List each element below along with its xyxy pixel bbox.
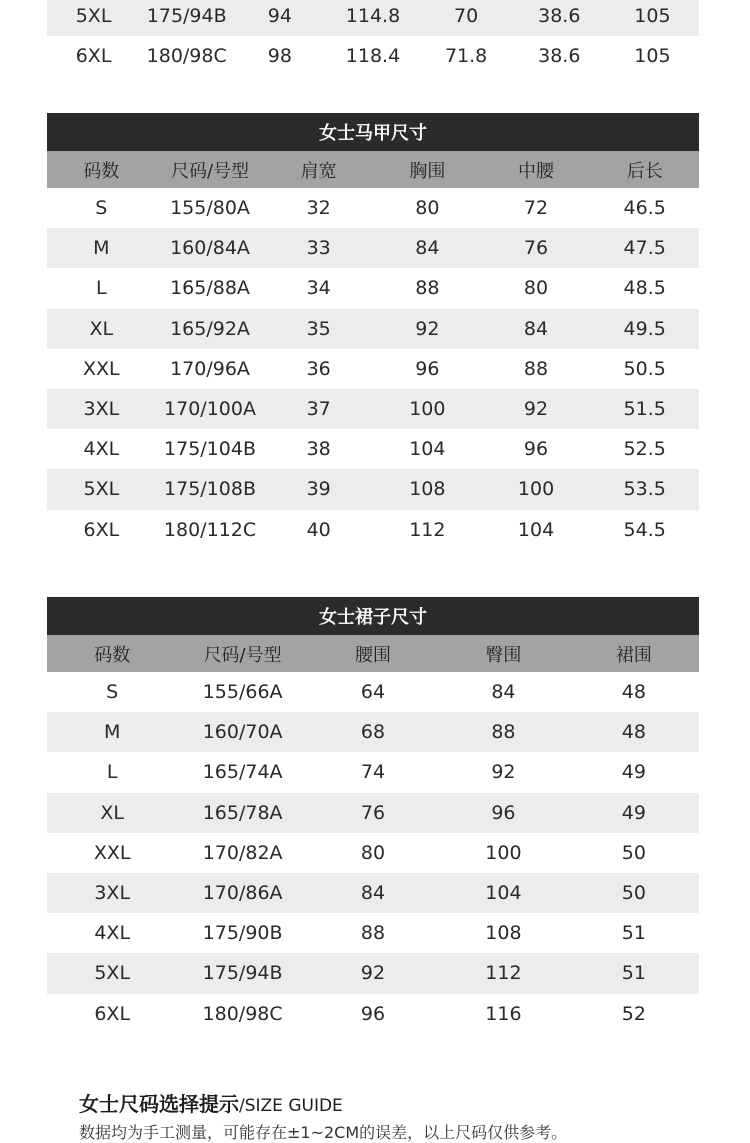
table-cell: L (106, 761, 118, 784)
table-cell: 118.4 (345, 45, 401, 68)
table-row (47, 994, 699, 1034)
table-cell: 165/74A (202, 761, 283, 784)
top-size-table-partial (47, 0, 699, 76)
table-cell: M (104, 721, 121, 744)
table-cell: XL (89, 317, 114, 340)
table-cell: 170/96A (170, 357, 250, 380)
table-cell: 72 (523, 197, 549, 220)
vest-table-body (47, 188, 699, 550)
size-guide-title-cn: 女士尺码选择提示 (79, 1092, 239, 1116)
table-cell: 160/84A (170, 237, 250, 260)
table-cell: 92 (491, 761, 516, 784)
table-cell: 155/80A (170, 197, 250, 220)
table-cell: 34 (306, 277, 331, 300)
table-cell: 51.5 (623, 398, 666, 421)
table-cell: 84 (523, 317, 549, 340)
table-cell: 36 (306, 357, 331, 380)
table-cell: 92 (415, 317, 440, 340)
table-row (47, 36, 699, 76)
table-cell: M (93, 237, 110, 260)
table-cell: 180/112C (163, 518, 257, 541)
table-cell: 88 (523, 357, 549, 380)
table-cell: 76 (523, 237, 549, 260)
table-cell: 100 (517, 478, 555, 501)
table-cell: 64 (360, 681, 386, 704)
table-cell: 53.5 (623, 478, 666, 501)
column-header: 后长 (626, 160, 663, 182)
skirt-header-row (47, 635, 699, 672)
table-cell: 170/100A (164, 398, 256, 421)
column-header: 臀围 (485, 644, 522, 666)
table-cell: 49 (621, 801, 646, 824)
skirt-table-title: 女士裙子尺寸 (47, 597, 699, 635)
table-cell: 84 (491, 681, 516, 704)
table-row (47, 793, 699, 833)
table-cell: 49.5 (623, 317, 666, 340)
table-cell: 49 (621, 761, 646, 784)
table-cell: 48 (621, 721, 646, 744)
skirt-table-body (47, 672, 699, 1034)
table-cell: 51 (621, 922, 646, 945)
table-cell: 88 (491, 721, 516, 744)
table-cell: 3XL (83, 398, 120, 421)
table-cell: 54.5 (623, 518, 666, 541)
table-cell: 165/88A (170, 277, 250, 300)
table-cell: 98 (267, 45, 292, 68)
table-cell: 33 (306, 237, 331, 260)
vest-header-row (47, 151, 699, 188)
column-header: 腰围 (355, 644, 392, 666)
column-header: 尺码/号型 (170, 160, 250, 182)
column-header: 中腰 (518, 160, 555, 182)
table-cell: 112 (409, 518, 446, 541)
table-cell: 175/94B (202, 962, 283, 985)
table-row (47, 752, 699, 792)
table-cell: 104 (517, 518, 555, 541)
table-cell: 116 (485, 1002, 522, 1025)
vest-table-title: 女士马甲尺寸 (47, 113, 699, 151)
column-header: 尺码/号型 (203, 644, 282, 666)
table-cell: 39 (306, 478, 331, 501)
table-cell: 112 (485, 962, 522, 985)
table-cell: S (106, 681, 119, 704)
table-cell: 76 (360, 801, 386, 824)
size-guide-note: 数据均为手工测量，可能存在±1~2CM的误差，以上尺码仅供参考。 (79, 1123, 568, 1142)
table-row (47, 389, 699, 429)
table-cell: 48.5 (623, 277, 666, 300)
table-cell: 88 (360, 922, 386, 945)
table-cell: 165/78A (202, 801, 283, 824)
table-cell: 104 (409, 438, 446, 461)
table-cell: 70 (454, 5, 479, 28)
column-header: 码数 (94, 644, 131, 666)
table-cell: 6XL (83, 518, 120, 541)
table-cell: 96 (523, 438, 549, 461)
table-cell: 96 (360, 1002, 386, 1025)
table-row (47, 309, 699, 349)
table-cell: 105 (634, 5, 671, 28)
table-cell: 80 (415, 197, 440, 220)
table-cell: 84 (415, 237, 440, 260)
table-cell: 80 (360, 841, 386, 864)
table-cell: 175/108B (164, 478, 256, 501)
table-cell: 96 (491, 801, 516, 824)
table-cell: 175/94B (146, 5, 227, 28)
table-cell: 4XL (94, 922, 131, 945)
table-cell: 175/104B (164, 438, 256, 461)
size-guide-heading (79, 1088, 343, 1117)
table-cell: 88 (415, 277, 440, 300)
table-row (47, 510, 699, 550)
table-cell: 108 (409, 478, 446, 501)
column-header: 裙围 (615, 644, 652, 666)
table-cell: 104 (485, 882, 522, 905)
table-cell: 38.6 (538, 45, 581, 68)
table-cell: 3XL (94, 882, 131, 905)
table-cell: L (96, 277, 107, 300)
table-cell: 50 (621, 841, 646, 864)
table-row (47, 873, 699, 913)
table-cell: 92 (360, 962, 386, 985)
table-cell: XXL (83, 357, 120, 380)
table-cell: 170/82A (202, 841, 283, 864)
table-cell: 52 (621, 1002, 646, 1025)
size-guide-title-en: /SIZE GUIDE (239, 1096, 343, 1116)
table-cell: 4XL (83, 438, 120, 461)
table-row (47, 429, 699, 469)
table-cell: 5XL (75, 5, 112, 28)
table-row (47, 188, 699, 228)
table-cell: 108 (485, 922, 522, 945)
table-cell: 105 (634, 45, 671, 68)
table-cell: 5XL (83, 478, 120, 501)
table-cell: S (95, 197, 108, 220)
table-cell: 165/92A (170, 317, 250, 340)
table-row (47, 349, 699, 389)
table-cell: 74 (360, 761, 386, 784)
table-row (47, 0, 699, 36)
table-cell: XXL (93, 841, 131, 864)
table-cell: 100 (485, 841, 522, 864)
table-cell: 35 (306, 317, 331, 340)
table-cell: 46.5 (623, 197, 666, 220)
table-cell: 94 (267, 5, 292, 28)
table-cell: 50 (621, 882, 646, 905)
table-cell: 6XL (94, 1002, 131, 1025)
column-header: 肩宽 (300, 160, 337, 182)
table-cell: 71.8 (444, 45, 488, 68)
table-row (47, 228, 699, 268)
column-header: 胸围 (409, 160, 446, 182)
table-cell: 40 (306, 518, 331, 541)
table-cell: 180/98C (146, 45, 227, 68)
table-cell: 175/90B (202, 922, 283, 945)
table-row (47, 712, 699, 752)
table-cell: 47.5 (623, 237, 666, 260)
table-cell: 170/86A (202, 882, 283, 905)
table-cell: 100 (409, 398, 446, 421)
table-cell: XL (100, 801, 124, 824)
vest-size-table (47, 113, 699, 550)
table-row (47, 672, 699, 712)
table-row (47, 953, 699, 993)
table-cell: 48 (621, 681, 646, 704)
skirt-size-table (47, 597, 699, 1034)
table-cell: 32 (306, 197, 331, 220)
table-cell: 51 (621, 962, 646, 985)
table-cell: 114.8 (345, 5, 401, 28)
table-cell: 38.6 (538, 5, 581, 28)
table-cell: 155/66A (202, 681, 283, 704)
table-row (47, 833, 699, 873)
table-cell: 50.5 (623, 357, 666, 380)
table-cell: 5XL (94, 962, 131, 985)
table-cell: 160/70A (202, 721, 283, 744)
table-cell: 92 (523, 398, 549, 421)
table-cell: 38 (306, 438, 331, 461)
table-row (47, 268, 699, 308)
table-cell: 37 (306, 398, 331, 421)
table-cell: 52.5 (623, 438, 666, 461)
table-cell: 84 (360, 882, 386, 905)
column-header: 码数 (83, 160, 120, 182)
table-cell: 80 (523, 277, 549, 300)
table-row (47, 913, 699, 953)
table-row (47, 469, 699, 509)
table-cell: 96 (415, 357, 440, 380)
table-cell: 6XL (75, 45, 112, 68)
table-cell: 180/98C (202, 1002, 283, 1025)
table-cell: 68 (360, 721, 386, 744)
